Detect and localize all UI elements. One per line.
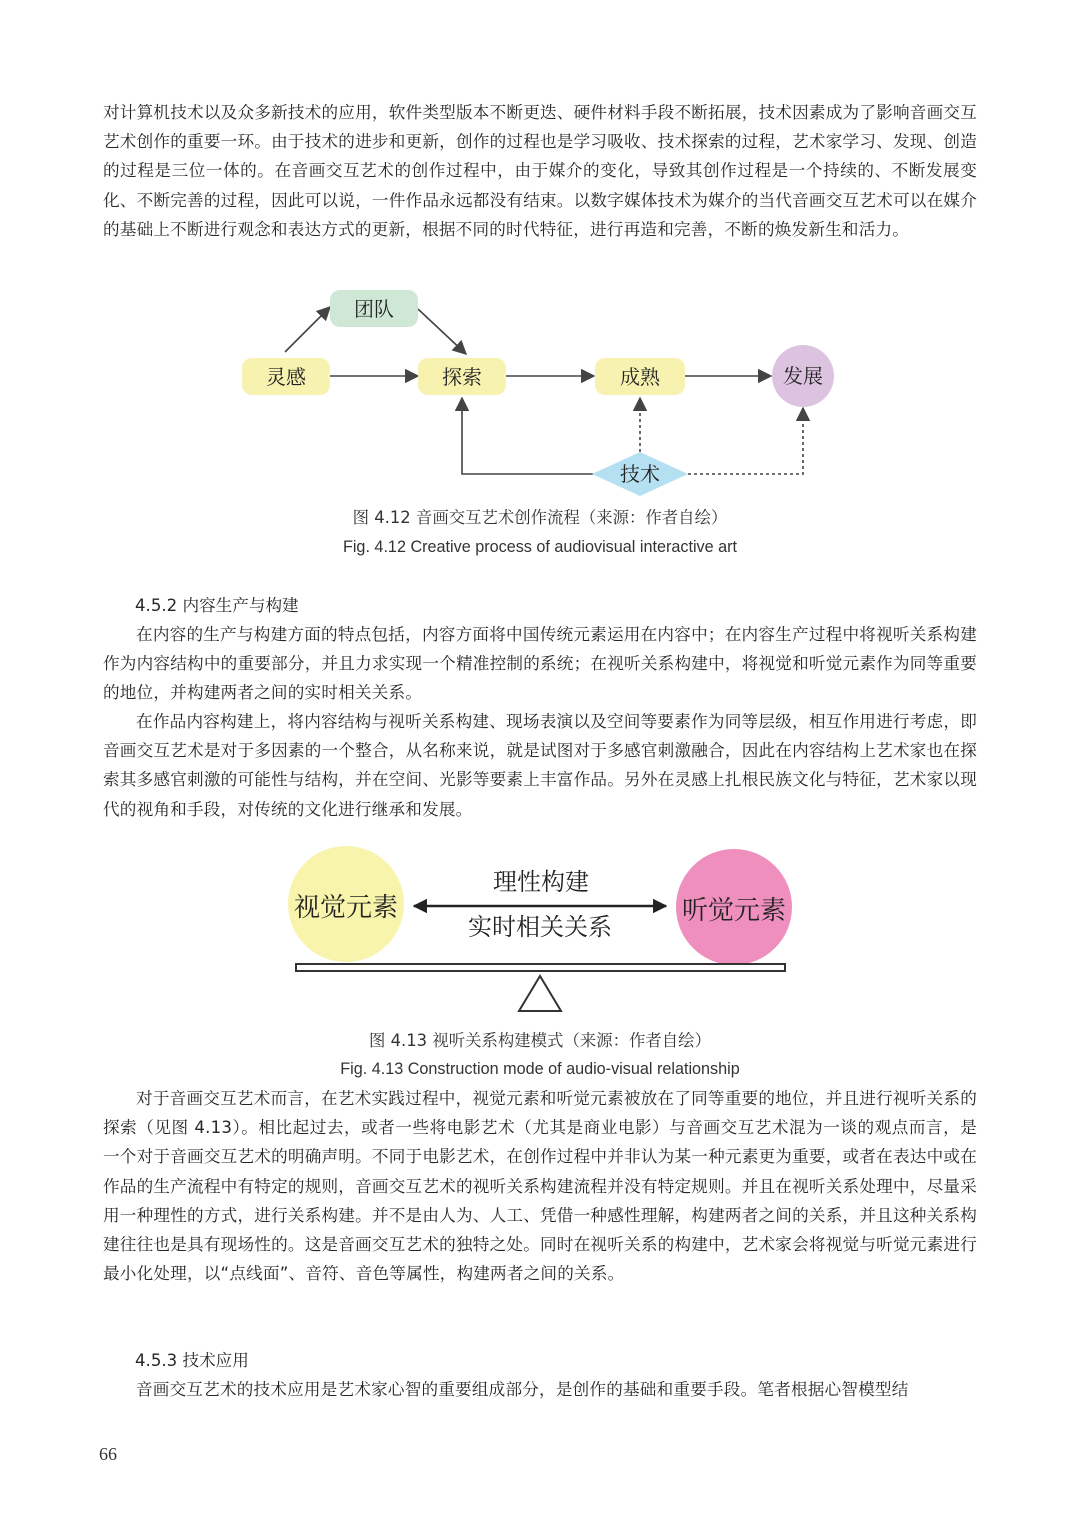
- svg-text:听觉元素: 听觉元素: [681, 896, 787, 926]
- paragraph-content-construction: 在作品内容构建上，将内容结构与视听关系构建、现场表演以及空间等要素作为同等层级，相互作用进行考虑，即音画交互艺术是对于多因素的一个整合，从名称来说，就是试图对于多感官刺激融合，因此在内容结构上艺术家也在探索其多感官刺激的可能性与结构，并在空间、光影等要素上丰富作品。另外在灵感上扎根民族文化与特征，艺术家以现代的视角和手段，对传统的文化进行继承和发展。: [103, 712, 977, 819]
- creative-process-diagram: [0, 280, 1080, 500]
- node-team: [330, 290, 418, 327]
- edge-inspiration-team: [285, 307, 330, 352]
- node-explore: [418, 358, 506, 395]
- section-heading-4-5-3: 4.5.3 技术应用: [135, 1351, 249, 1370]
- realtime-relation-label: 实时相关关系: [468, 913, 612, 941]
- node-mature: [595, 358, 685, 395]
- svg-text:成熟: 成熟: [620, 365, 660, 389]
- svg-text:发展: 发展: [783, 364, 823, 388]
- paragraph-technology-application: 音画交互艺术的技术应用是艺术家心智的重要组成部分，是创作的基础和重要手段。笔者根据心智模型结: [136, 1380, 909, 1399]
- paragraph-content-production: 在内容的生产与构建方面的特点包括，内容方面将中国传统元素运用在内容中；在内容生产过程中将视听关系构建作为内容结构中的重要部分，并且力求实现一个精准控制的系统；在视听关系构建中，将视觉和听觉元素作为同等重要的地位，并构建两者之间的实时相关关系。: [103, 625, 977, 703]
- audio-visual-relationship-diagram: [0, 840, 1080, 1020]
- paragraph-audio-visual: 对于音画交互艺术而言，在艺术实践过程中，视觉元素和听觉元素被放在了同等重要的地位，并且进行视听关系的探索（见图 4.13）。相比起过去，或者一些将电影艺术（尤其是商业电影）与音画交互艺术混为一谈的观点而言，是一个对于音画交互艺术的明确声明。不同于电影艺术，在创作过程中并非认为某一种元素更为重要，或者在表达中或在作品的生产流程中有特定的规则，音画交互艺术的视听关系构建流程并没有特定规则。并且在视听关系处理中，尽量采用一种理性的方式，进行关系构建。并不是由人为、人工、凭借一种感性理解，构建两者之间的关系，并且这种关系构建往往也是具有现场性的。这是音画交互艺术的独特之处。同时在视听关系的构建中，艺术家会将视觉与听觉元素进行最小化处理，以“点线面”、音符、音色等属性，构建两者之间的关系。: [103, 1089, 977, 1284]
- figure-4-13-caption-en: Fig. 4.13 Construction mode of audio-visual relationship: [340, 1060, 740, 1078]
- balance-beam: [296, 964, 785, 971]
- svg-text:团队: 团队: [354, 297, 394, 321]
- section-heading-4-5-2: 4.5.2 内容生产与构建: [135, 596, 299, 615]
- svg-text:灵感: 灵感: [266, 365, 306, 389]
- figure-4-13-caption-cn: 图 4.13 视听关系构建模式（来源：作者自绘）: [369, 1031, 711, 1050]
- figure-4-12-caption-cn: 图 4.12 音画交互艺术创作流程（来源：作者自绘）: [352, 508, 728, 527]
- edge-team-explore: [418, 309, 466, 354]
- page-number: 66: [99, 1444, 117, 1464]
- visual-element-circle: [288, 846, 404, 962]
- node-develop: [772, 345, 834, 407]
- balance-fulcrum: [519, 976, 561, 1011]
- paragraph-technology-intro: 对计算机技术以及众多新技术的应用，软件类型版本不断更迭、硬件材料手段不断拓展，技术因素成为了影响音画交互艺术创作的重要一环。由于技术的进步和更新，创作的过程也是学习吸收、技术探索的过程，艺术家学习、发现、创造的过程是三位一体的。在音画交互艺术的创作过程中，由于媒介的变化，导致其创作过程是一个持续的、不断发展变化、不断完善的过程，因此可以说，一件作品永远都没有结束。以数字媒体技术为媒介的当代音画交互艺术可以在媒介的基础上不断进行观念和表达方式的更新，根据不同的时代特征，进行再造和完善，不断的焕发新生和活力。: [103, 103, 977, 239]
- rational-construction-label: 理性构建: [493, 868, 589, 896]
- svg-text:技术: 技术: [620, 462, 660, 486]
- node-inspiration: [242, 358, 330, 395]
- audio-element-circle: [676, 849, 792, 965]
- figure-4-12-caption-en: Fig. 4.12 Creative process of audiovisual interactive art: [342, 538, 738, 556]
- edge-tech-develop: [688, 408, 803, 474]
- svg-text:视觉元素: 视觉元素: [293, 893, 399, 923]
- edge-tech-explore: [462, 398, 593, 474]
- svg-text:探索: 探索: [442, 365, 482, 389]
- node-tech: [592, 452, 688, 496]
